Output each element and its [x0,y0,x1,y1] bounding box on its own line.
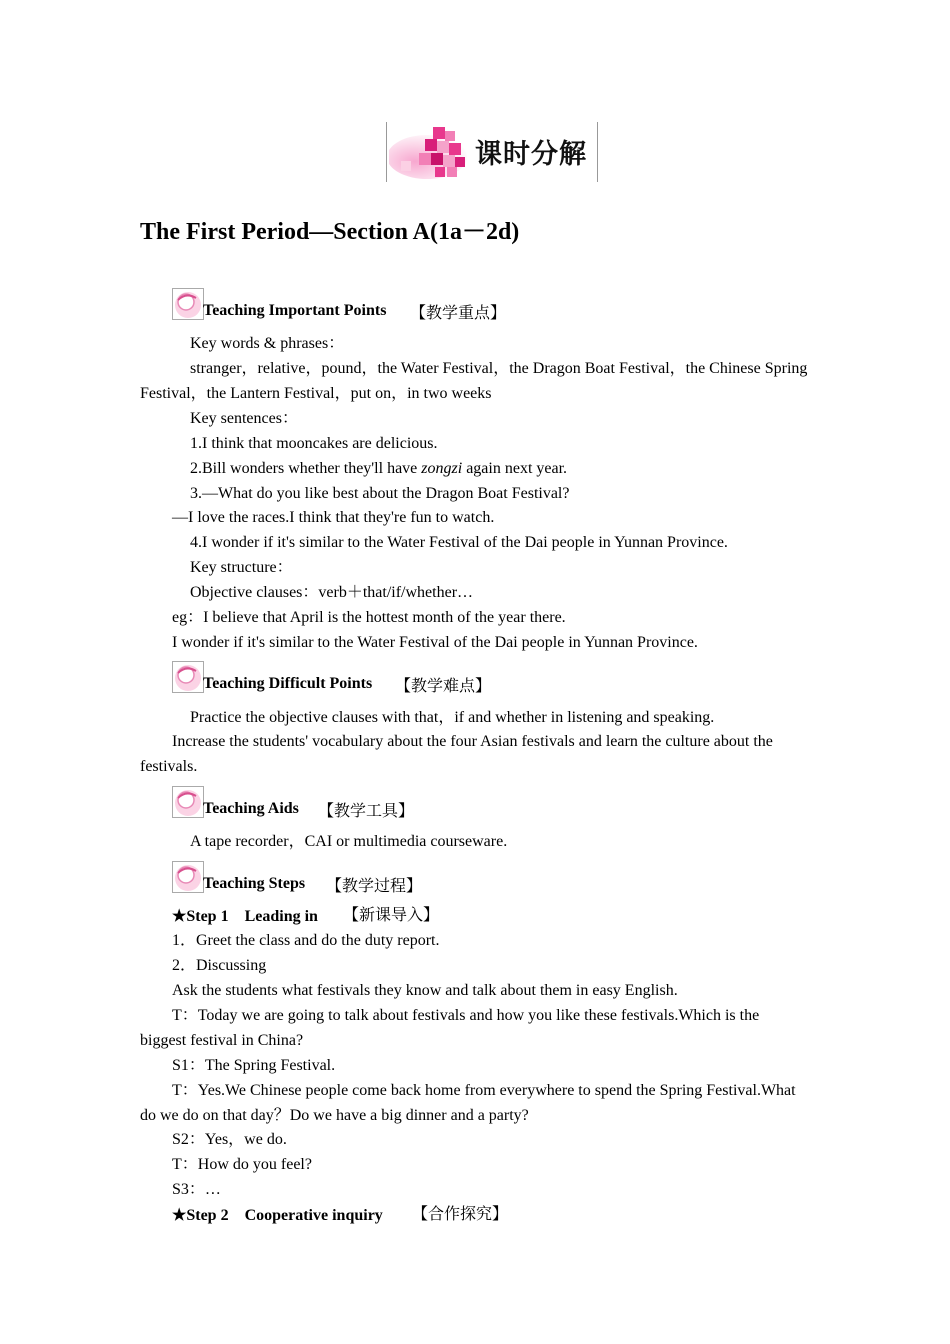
step-2-heading-cn: 【合作探究】 [412,1206,509,1223]
banner-title: 课时分解 [475,139,587,170]
step-line-1: 1．Greet the class and do the duty report. [172,932,440,949]
section-label: Teaching Difficult Points [203,675,373,692]
flower-icon [172,786,204,818]
page-title: The First Period—Section A(1a－2d) [140,219,520,245]
example-1: eg：I believe that April is the hottest month of the year there. [172,609,566,626]
cubes-graphic [389,123,479,181]
step-1-heading-cn: 【新课导入】 [343,907,440,924]
step-2-heading: ★Step 2 Cooperative inquiry [172,1207,383,1224]
difficult-line-3: festivals. [140,758,198,775]
step-line-6: S1：The Spring Festival. [172,1057,336,1074]
aids-line-1: A tape recorder，CAI or multimedia courseware. [190,833,508,850]
section-label: Teaching Steps [203,875,306,892]
sentence-2-part-b: again next year. [462,460,568,477]
flower-icon [172,861,204,893]
key-structure-heading: Key structure： [190,559,293,576]
key-sentences-heading: Key sentences： [190,410,298,427]
sentence-3-answer: —I love the races.I think that they're fun to watch. [172,509,495,526]
sentence-2-italic: zongzi [421,460,463,477]
step-line-10: T：How do you feel? [172,1156,312,1173]
step-1-heading: ★Step 1 Leading in [172,908,318,925]
key-words-line-2: Festival，the Lantern Festival，put on，in two weeks [140,385,492,402]
section-label: Teaching Aids [203,800,299,817]
sentence-1: 1.I think that mooncakes are delicious. [190,435,438,452]
sentence-3-question: 3.—What do you like best about the Dragon Boat Festival? [190,485,570,502]
sentence-4: 4.I wonder if it's similar to the Water Festival of the Dai people in Yunnan Province. [190,534,728,551]
flower-icon [172,288,204,320]
step-line-9: S2：Yes，we do. [172,1131,287,1148]
section-label-cn: 【教学过程】 [326,878,423,895]
step-line-8: do we do on that day？Do we have a big dinner and a party? [140,1107,529,1124]
section-label-cn: 【教学工具】 [318,803,415,820]
section-label-cn: 【教学难点】 [395,678,492,695]
example-2: I wonder if it's similar to the Water Festival of the Dai people in Yunnan Province. [172,634,698,651]
key-words-line-1: stranger，relative，pound，the Water Festival，the Dragon Boat Festival，the Chinese Spring [190,360,808,377]
step-line-3: Ask the students what festivals they know and talk about them in easy English. [172,982,678,999]
section-banner [386,122,598,182]
step-line-7: T：Yes.We Chinese people come back home from everywhere to spend the Spring Festival.What [172,1082,796,1099]
step-line-11: S3：… [172,1181,221,1198]
key-words-heading: Key words & phrases： [190,335,345,352]
step-line-2: 2．Discussing [172,957,267,974]
sentence-2-part-a: 2.Bill wonders whether they'll have [190,460,422,477]
section-label: Teaching Important Points [203,302,387,319]
difficult-line-1: Practice the objective clauses with that，if and whether in listening and speaking. [190,709,715,726]
section-label-cn: 【教学重点】 [410,305,507,322]
objective-clauses: Objective clauses：verb＋that/if/whether… [190,584,474,601]
difficult-line-2: Increase the students' vocabulary about the four Asian festivals and learn the culture about the [172,733,773,750]
sentence-2 [190,458,567,480]
flower-icon [172,661,204,693]
step-line-5: biggest festival in China? [140,1032,304,1049]
step-line-4: T：Today we are going to talk about festivals and how you like these festivals.Which is the [172,1007,760,1024]
